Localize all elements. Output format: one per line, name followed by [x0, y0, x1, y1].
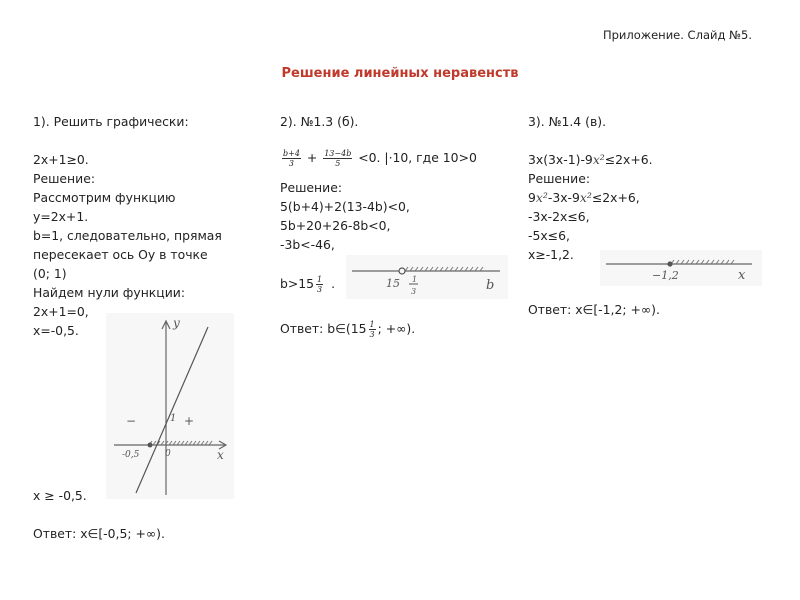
numline2-num: 1: [412, 275, 418, 284]
task1-result: x ≥ -0,5.: [33, 488, 87, 503]
task1-answer: Ответ: x∈[-0,5; +∞).: [33, 526, 165, 541]
graph-one-label: 1: [170, 413, 177, 424]
fraction-1: $\frac{b+4}{3}$: [283, 149, 300, 168]
graph-zero-label: 0: [165, 449, 171, 459]
task1-point: (0; 1): [33, 266, 67, 281]
task2-step1: 5(b+4)+2(13-4b)<0,: [280, 199, 410, 214]
task1-solution-label: Решение:: [33, 171, 96, 186]
task3-step4: x≥-1,2.: [528, 247, 574, 262]
task1-function: y=2x+1.: [33, 209, 89, 224]
task1-b-text: b=1, следовательно, прямая: [33, 228, 222, 243]
task1-root: x=-0,5.: [33, 323, 79, 338]
task2-step3: -3b<-46,: [280, 237, 335, 252]
numline2-den: 3: [411, 287, 417, 296]
task1-graph: [106, 313, 234, 499]
task2-number-line: [346, 255, 508, 299]
task2-result: b>15 $\frac{1}{3}$ .: [280, 275, 336, 294]
task3-answer: Ответ: x∈[-1,2; +∞).: [528, 302, 660, 317]
numline2-var: b: [486, 278, 495, 293]
task1-find-zeros: Найдем нули функции:: [33, 285, 186, 300]
graph-plus-sign: +: [184, 414, 195, 428]
task2-solution-label: Решение:: [280, 180, 343, 195]
task3-step3: -5x≤6,: [528, 228, 570, 243]
task2-original-inequality: $\frac{b+4}{3}$ + $\frac{13-4b}{5}$ <0. |·10, где 10>0: [283, 149, 477, 168]
task1-heading: 1). Решить графически:: [33, 114, 189, 129]
fraction-2: $\frac{13-4b}{5}$: [324, 149, 352, 168]
graph-y-label: y: [173, 316, 180, 330]
numline3-var: x: [738, 268, 746, 283]
numline2-whole: 15: [386, 277, 400, 290]
task3-solution-label: Решение:: [528, 171, 591, 186]
task3-original: 3x(3x-1)-9x²≤2x+6.: [528, 152, 653, 167]
task3-number-line: [600, 250, 762, 286]
graph-minus-sign: −: [126, 414, 137, 428]
task1-inequality: 2x+1≥0.: [33, 152, 89, 167]
task1-consider: Рассмотрим функцию: [33, 190, 176, 205]
task3-step1: 9x²-3x-9x²≤2x+6,: [528, 190, 640, 205]
slide-title: Решение линейных неравенств: [281, 66, 519, 81]
task2-heading: 2). №1.3 (б).: [280, 114, 359, 129]
task2-step2: 5b+20+26-8b<0,: [280, 218, 391, 233]
task3-heading: 3). №1.4 (в).: [528, 114, 607, 129]
graph-x0-label: -0,5: [122, 450, 140, 460]
task1-intersects: пересекает ось Оy в точке: [33, 247, 208, 262]
appendix-label: Приложение. Слайд №5.: [602, 28, 752, 42]
task1-equation: 2x+1=0,: [33, 304, 89, 319]
task2-answer: Ответ: b∈(15 $\frac{1}{3}$ ; +∞).: [280, 320, 416, 339]
numline3-label: −1,2: [652, 269, 679, 282]
graph-x-label: x: [217, 448, 224, 462]
task3-step2: -3x-2x≤6,: [528, 209, 590, 224]
